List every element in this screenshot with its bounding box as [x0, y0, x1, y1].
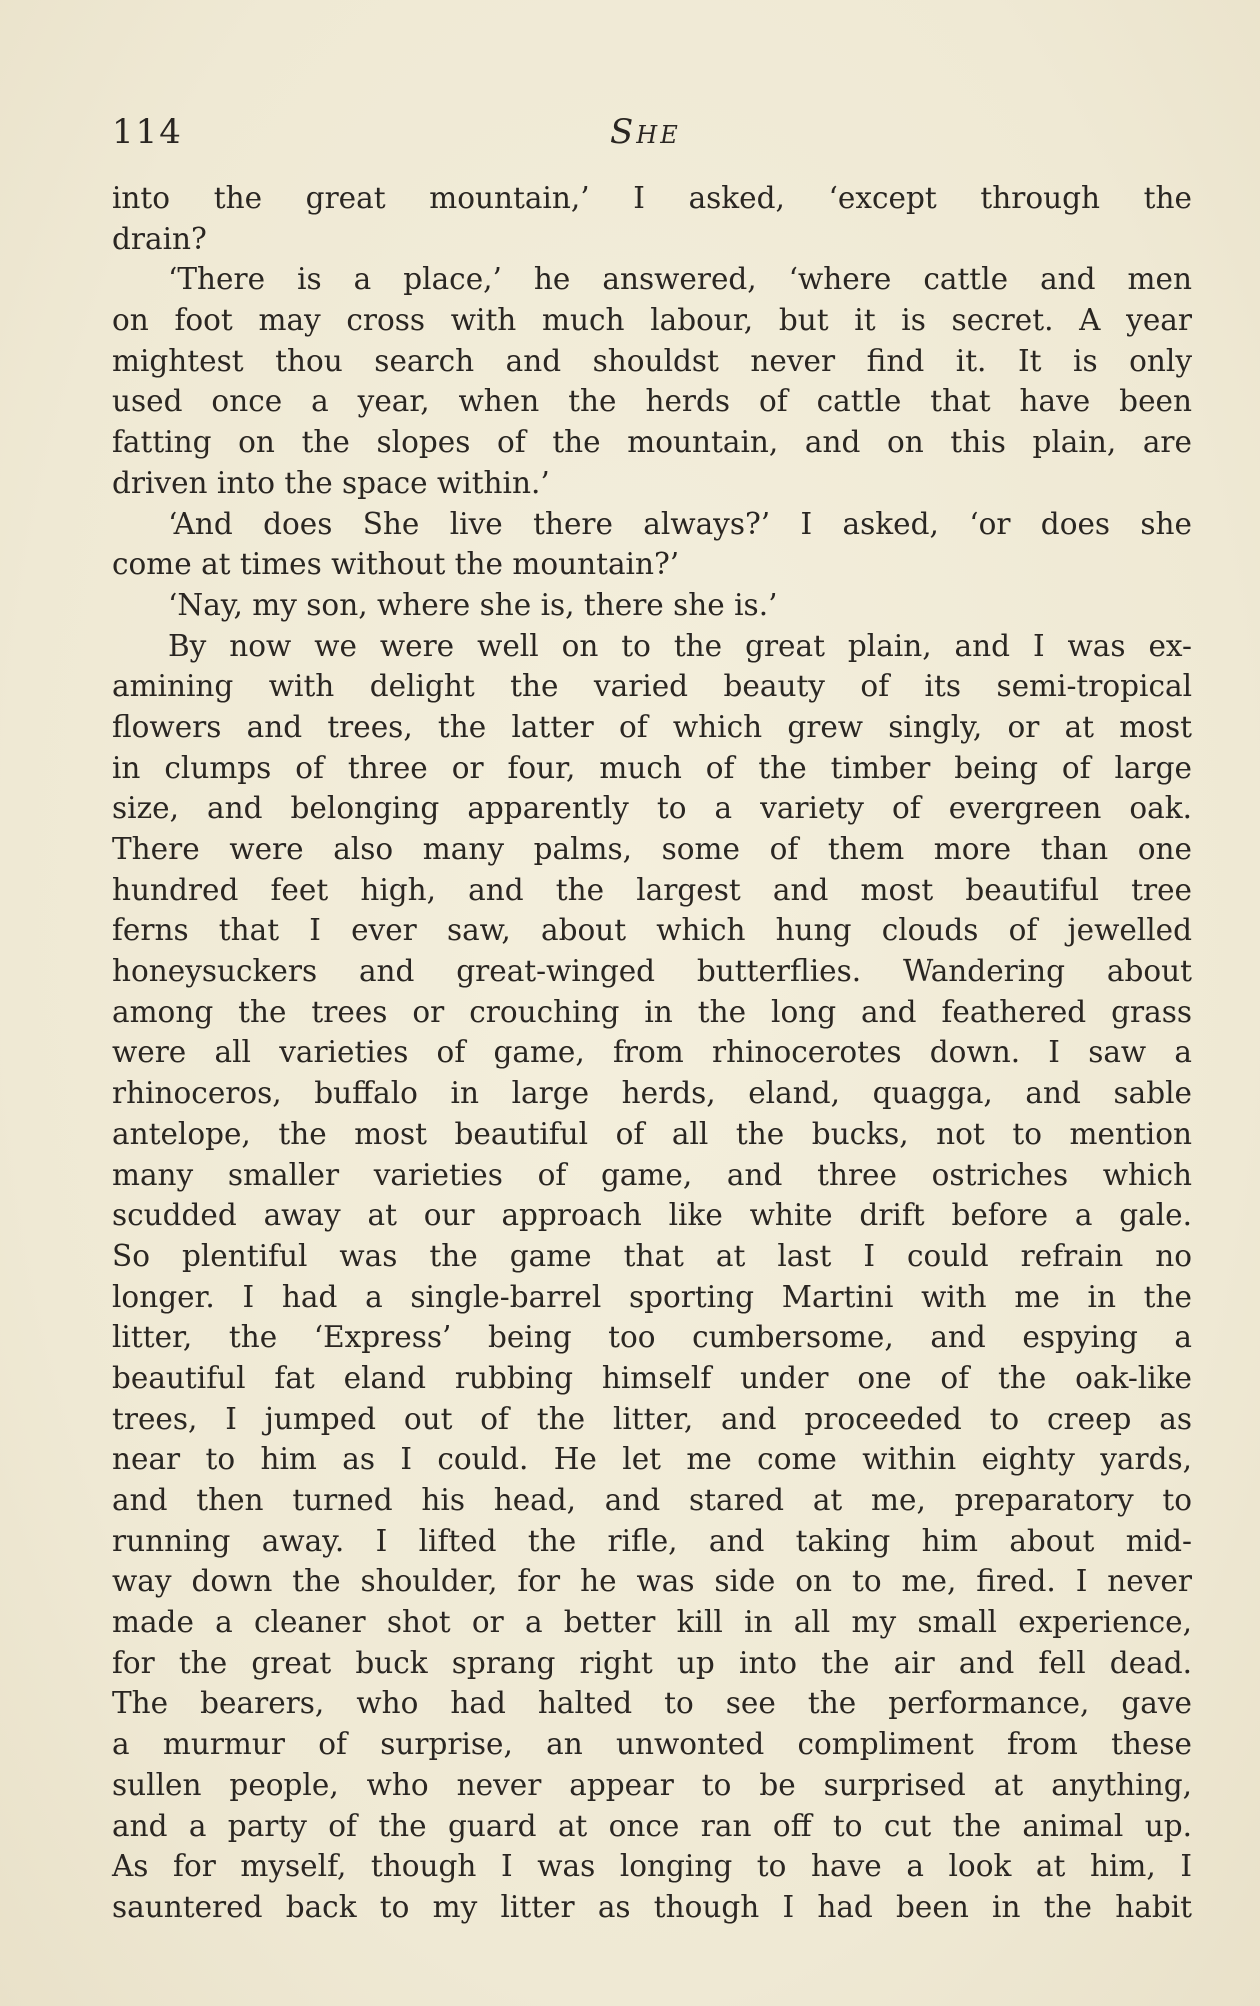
text-line: made a cleaner shot or a better kill in all my small experience,	[112, 1605, 1192, 1640]
running-head-initial: S	[610, 112, 637, 152]
text-line: longer. I had a single-barrel sporting Martini with me in the	[112, 1279, 1192, 1314]
text-line: honeysuckers and great-winged butterflies. Wandering about	[112, 954, 1192, 989]
text-line: in clumps of three or four, much of the timber being of large	[112, 750, 1192, 785]
text-line: mightest thou search and shouldst never find it. It is only	[112, 343, 1192, 378]
text-line: ferns that I ever saw, about which hung clouds of jewelled	[112, 913, 1192, 948]
text-line: and then turned his head, and stared at me, preparatory to	[112, 1483, 1192, 1517]
text-line: drain?	[112, 221, 207, 256]
text-line: were all varieties of game, from rhinocerotes down. I saw a	[112, 1035, 1192, 1070]
running-head-rest: HE	[636, 121, 681, 149]
page-number: 114	[112, 112, 183, 152]
text-line: hundred feet high, and the largest and most beautiful tree	[112, 872, 1192, 907]
text-line: There were also many palms, some of them more than one	[112, 832, 1192, 866]
text-line: ‘There is a place,’ he answered, ‘where cattle and men	[168, 262, 1192, 297]
page-header	[112, 112, 1192, 164]
text-line: sullen people, who never appear to be surprised at anything,	[112, 1767, 1192, 1802]
text-line: way down the shoulder, for he was side on to me, fired. I never	[112, 1564, 1192, 1599]
text-line: flowers and trees, the latter of which grew singly, or at most	[112, 709, 1192, 744]
text-line: among the trees or crouching in the long and feathered grass	[112, 994, 1192, 1029]
text-line: driven into the space within.’	[112, 465, 550, 500]
text-line: fatting on the slopes of the mountain, and on this plain, are	[112, 425, 1192, 460]
text-line: into the great mountain,’ I asked, ‘except through the	[112, 181, 1192, 215]
text-line: ‘And does She live there always?’ I asked, ‘or does she	[168, 506, 1192, 541]
text-line: scudded away at our approach like white drift before a gale.	[112, 1198, 1192, 1233]
text-line: running away. I lifted the rifle, and taking him about mid-	[112, 1523, 1192, 1558]
text-line: antelope, the most beautiful of all the bucks, not to mention	[112, 1116, 1192, 1151]
text-line: and a party of the guard at once ran off to cut the animal up.	[112, 1808, 1192, 1843]
text-line: By now we were well on to the great plain, and I was ex-	[168, 628, 1192, 663]
text-line: So plentiful was the game that at last I could refrain no	[112, 1238, 1192, 1273]
text-line: amining with delight the varied beauty of its semi-tropical	[112, 669, 1192, 704]
text-line: sauntered back to my litter as though I had been in the habit	[112, 1889, 1192, 1924]
text-line: on foot may cross with much labour, but it is secret. A year	[112, 303, 1192, 338]
text-line: The bearers, who had halted to see the performance, gave	[112, 1686, 1192, 1721]
text-line: come at times without the mountain?’	[112, 547, 680, 582]
text-line: beautiful fat eland rubbing himself under one of the oak-like	[112, 1360, 1192, 1395]
text-line: for the great buck sprang right up into the air and fell dead.	[112, 1645, 1192, 1680]
text-line: rhinoceros, buffalo in large herds, eland, quagga, and sable	[112, 1076, 1192, 1111]
running-head	[610, 112, 681, 152]
text-line: trees, I jumped out of the litter, and proceeded to creep as	[112, 1401, 1192, 1436]
text-line: near to him as I could. He let me come within eighty yards,	[112, 1442, 1192, 1477]
text-line: size, and belonging apparently to a variety of evergreen oak.	[112, 791, 1192, 826]
text-line: used once a year, when the herds of cattle that have been	[112, 384, 1192, 419]
text-line: ‘Nay, my son, where she is, there she is.’	[168, 587, 778, 622]
text-line: As for myself, though I was longing to have a look at him, I	[112, 1849, 1192, 1884]
text-line: many smaller varieties of game, and three ostriches which	[112, 1157, 1192, 1192]
text-line: a murmur of surprise, an unwonted compliment from these	[112, 1727, 1192, 1762]
body-text	[112, 178, 1192, 1928]
text-line: litter, the ‘Express’ being too cumbersome, and espying a	[112, 1320, 1192, 1355]
